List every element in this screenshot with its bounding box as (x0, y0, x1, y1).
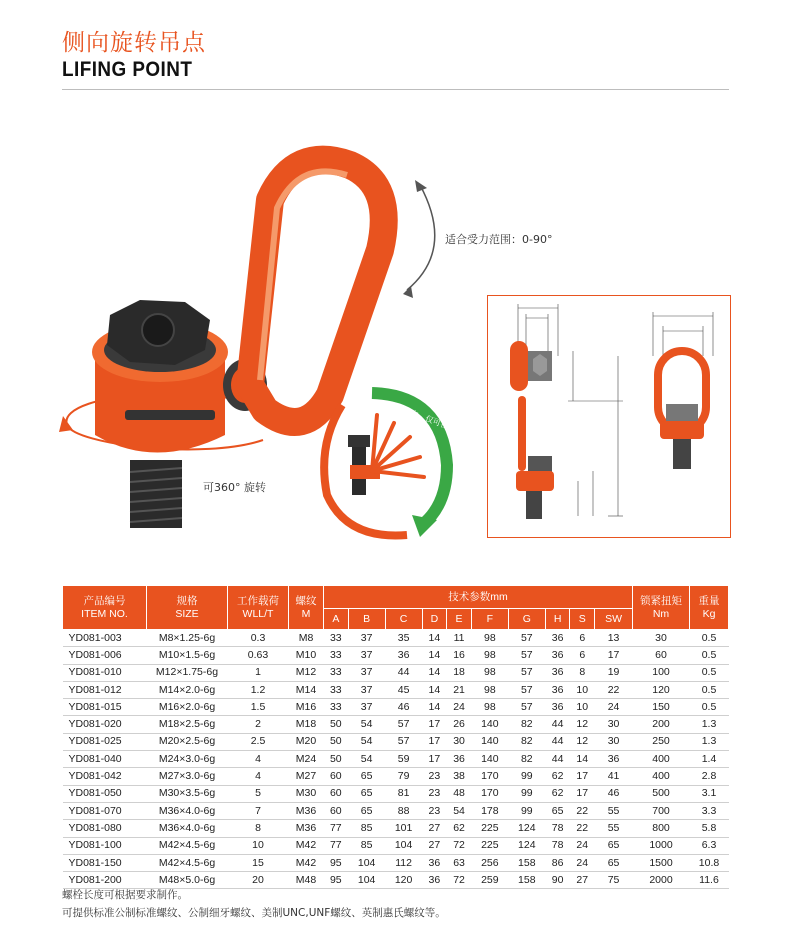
table-cell: 3.3 (690, 802, 729, 819)
table-cell: 400 (633, 768, 690, 785)
table-cell: 36 (385, 647, 422, 664)
col-param-c: C (385, 609, 422, 630)
table-cell: 95 (324, 872, 349, 889)
table-cell: M12 (289, 664, 324, 681)
table-row (63, 837, 729, 854)
table-row (63, 854, 729, 871)
table-cell: 30 (447, 733, 472, 750)
col-param-sw: SW (595, 609, 633, 630)
table-cell: 20 (228, 872, 289, 889)
table-cell: 700 (633, 802, 690, 819)
table-cell: 11 (447, 630, 472, 647)
table-cell: 36 (447, 751, 472, 768)
footnote-bolt-length: 螺栓长度可根据要求制作。 (62, 889, 188, 901)
table-cell: M14 (289, 681, 324, 698)
table-cell: 26 (447, 716, 472, 733)
table-cell: M36×4.0-6g (147, 802, 228, 819)
table-cell: 75 (595, 872, 633, 889)
table-cell: 0.5 (690, 630, 729, 647)
table-cell: 48 (447, 785, 472, 802)
table-row (63, 664, 729, 681)
table-cell: 4 (228, 768, 289, 785)
table-cell: 44 (545, 716, 570, 733)
table-cell: 22 (570, 820, 595, 837)
table-cell: 500 (633, 785, 690, 802)
table-cell: 17 (422, 716, 447, 733)
table-cell: M12×1.75-6g (147, 664, 228, 681)
table-cell: 14 (422, 664, 447, 681)
table-cell: 3.1 (690, 785, 729, 802)
table-cell: 1000 (633, 837, 690, 854)
table-cell: 140 (471, 733, 508, 750)
table-cell: 90 (545, 872, 570, 889)
table-cell: 8 (570, 664, 595, 681)
table-cell: 158 (508, 854, 545, 871)
table-cell: M18 (289, 716, 324, 733)
spec-table (62, 585, 729, 889)
table-cell: 41 (595, 768, 633, 785)
page-title-en: LIFING POINT (62, 58, 193, 81)
col-param-a: A (324, 609, 349, 630)
table-row (63, 647, 729, 664)
table-cell: 120 (633, 681, 690, 698)
table-cell: 14 (570, 751, 595, 768)
table-cell: M10 (289, 647, 324, 664)
table-cell: 104 (348, 854, 385, 871)
table-cell: 17 (570, 785, 595, 802)
table-cell: M27 (289, 768, 324, 785)
col-wll: 工作载荷 WLL/T (228, 586, 289, 630)
table-cell: 104 (385, 837, 422, 854)
table-cell: 62 (545, 785, 570, 802)
table-cell: 1.3 (690, 716, 729, 733)
col-tech-params: 技术参数mm (324, 586, 633, 609)
table-cell: M30 (289, 785, 324, 802)
table-cell: 1.2 (228, 681, 289, 698)
table-cell: 77 (324, 837, 349, 854)
table-cell: 37 (348, 664, 385, 681)
table-cell: 35 (385, 630, 422, 647)
table-cell: 18 (447, 664, 472, 681)
table-cell: YD081-042 (63, 768, 147, 785)
table-cell: 60 (633, 647, 690, 664)
table-cell: 33 (324, 699, 349, 716)
table-cell: 37 (348, 681, 385, 698)
table-cell: 79 (385, 768, 422, 785)
table-cell: 256 (471, 854, 508, 871)
table-cell: M24×3.0-6g (147, 751, 228, 768)
table-cell: M10×1.5-6g (147, 647, 228, 664)
table-cell: 2000 (633, 872, 690, 889)
header-divider (62, 89, 729, 90)
table-cell: 14 (422, 681, 447, 698)
col-param-g: G (508, 609, 545, 630)
table-cell: 16 (447, 647, 472, 664)
table-cell: 24 (570, 837, 595, 854)
col-param-s: S (570, 609, 595, 630)
table-cell: 33 (324, 681, 349, 698)
table-cell: 124 (508, 820, 545, 837)
table-cell: 27 (422, 820, 447, 837)
table-cell: 112 (385, 854, 422, 871)
table-row (63, 802, 729, 819)
table-cell: 46 (385, 699, 422, 716)
table-cell: 1.3 (690, 733, 729, 750)
col-weight: 重量 Kg (690, 586, 729, 630)
table-cell: YD081-050 (63, 785, 147, 802)
table-cell: 14 (422, 630, 447, 647)
table-cell: 36 (595, 751, 633, 768)
table-cell: 36 (422, 872, 447, 889)
table-cell: 36 (545, 699, 570, 716)
table-cell: 37 (348, 699, 385, 716)
table-cell: 77 (324, 820, 349, 837)
table-cell: 0.5 (690, 664, 729, 681)
table-cell: 17 (422, 751, 447, 768)
table-cell: M14×2.0-6g (147, 681, 228, 698)
load-direction-illustration (312, 385, 488, 545)
table-cell: 2.5 (228, 733, 289, 750)
table-cell: 72 (447, 837, 472, 854)
table-cell: 6 (570, 647, 595, 664)
table-cell: 46 (595, 785, 633, 802)
table-cell: 62 (447, 820, 472, 837)
table-cell: 37 (348, 647, 385, 664)
table-cell: 22 (570, 802, 595, 819)
col-param-h: H (545, 609, 570, 630)
table-cell: 81 (385, 785, 422, 802)
table-cell: M36 (289, 820, 324, 837)
table-cell: M27×3.0-6g (147, 768, 228, 785)
table-row (63, 751, 729, 768)
table-cell: 5.8 (690, 820, 729, 837)
table-cell: 60 (324, 768, 349, 785)
table-cell: YD081-012 (63, 681, 147, 698)
table-cell: M8 (289, 630, 324, 647)
table-cell: 27 (422, 837, 447, 854)
table-cell: 57 (508, 681, 545, 698)
table-cell: 178 (471, 802, 508, 819)
table-cell: 17 (595, 647, 633, 664)
table-cell: YD081-200 (63, 872, 147, 889)
table-cell: 60 (324, 802, 349, 819)
table-cell: 88 (385, 802, 422, 819)
table-cell: 10.8 (690, 854, 729, 871)
load-direction-label: 受力方向，仅可在绿色范围内 (386, 400, 488, 445)
table-cell: 0.63 (228, 647, 289, 664)
table-cell: YD081-080 (63, 820, 147, 837)
col-param-f: F (471, 609, 508, 630)
table-cell: 0.5 (690, 681, 729, 698)
table-cell: 140 (471, 716, 508, 733)
table-cell: 37 (348, 630, 385, 647)
table-cell: YD081-010 (63, 664, 147, 681)
table-cell: 124 (508, 837, 545, 854)
table-cell: 24 (595, 699, 633, 716)
table-cell: 98 (471, 647, 508, 664)
table-cell: 30 (595, 733, 633, 750)
table-cell: 99 (508, 802, 545, 819)
table-cell: 98 (471, 699, 508, 716)
table-cell: YD081-003 (63, 630, 147, 647)
table-cell: 10 (228, 837, 289, 854)
table-cell: 78 (545, 820, 570, 837)
table-cell: 6 (570, 630, 595, 647)
footnote-threads: 可提供标准公制标准螺纹、公制细牙螺纹、美制UNC,UNF螺纹、英制惠氏螺纹等。 (62, 907, 446, 919)
table-row (63, 681, 729, 698)
table-cell: 23 (422, 785, 447, 802)
table-cell: 250 (633, 733, 690, 750)
page-title-cn: 侧向旋转吊点 (62, 30, 206, 56)
table-cell: 99 (508, 768, 545, 785)
table-cell: 19 (595, 664, 633, 681)
table-cell: 101 (385, 820, 422, 837)
table-cell: 1.4 (690, 751, 729, 768)
table-cell: 44 (385, 664, 422, 681)
table-cell: 33 (324, 630, 349, 647)
load-angle-note: 适合受力范围：0-90° (445, 233, 553, 246)
table-cell: 27 (570, 872, 595, 889)
table-cell: 98 (471, 681, 508, 698)
table-cell: 60 (324, 785, 349, 802)
table-cell: M20×2.5-6g (147, 733, 228, 750)
table-cell: 10 (570, 681, 595, 698)
table-cell: 1 (228, 664, 289, 681)
table-cell: 50 (324, 751, 349, 768)
table-cell: 44 (545, 751, 570, 768)
table-cell: M36 (289, 802, 324, 819)
table-cell: 54 (348, 716, 385, 733)
table-cell: 104 (348, 872, 385, 889)
table-cell: 24 (570, 854, 595, 871)
table-cell: 55 (595, 802, 633, 819)
col-size: 规格 SIZE (147, 586, 228, 630)
table-cell: M48 (289, 872, 324, 889)
table-cell: 33 (324, 647, 349, 664)
table-cell: 85 (348, 837, 385, 854)
table-cell: YD081-025 (63, 733, 147, 750)
table-cell: 54 (447, 802, 472, 819)
table-cell: 54 (348, 751, 385, 768)
table-cell: 95 (324, 854, 349, 871)
table-cell: 12 (570, 716, 595, 733)
table-cell: 62 (545, 768, 570, 785)
table-cell: M42 (289, 854, 324, 871)
dimension-drawing (487, 295, 731, 538)
table-cell: 99 (508, 785, 545, 802)
table-cell: YD081-015 (63, 699, 147, 716)
table-cell: 57 (508, 630, 545, 647)
col-thread: 螺纹 M (289, 586, 324, 630)
table-cell: 150 (633, 699, 690, 716)
table-cell: 57 (508, 664, 545, 681)
col-param-e: E (447, 609, 472, 630)
table-cell: 2.8 (690, 768, 729, 785)
table-cell: 78 (545, 837, 570, 854)
table-cell: 1500 (633, 854, 690, 871)
table-cell: YD081-006 (63, 647, 147, 664)
table-cell: 98 (471, 664, 508, 681)
table-cell: YD081-040 (63, 751, 147, 768)
table-cell: 30 (633, 630, 690, 647)
table-cell: 57 (508, 647, 545, 664)
table-cell: YD081-150 (63, 854, 147, 871)
col-item-no: 产品编号 ITEM NO. (63, 586, 147, 630)
table-cell: YD081-100 (63, 837, 147, 854)
table-cell: 23 (422, 768, 447, 785)
table-cell: 86 (545, 854, 570, 871)
table-cell: M24 (289, 751, 324, 768)
col-param-d: D (422, 609, 447, 630)
table-cell: 72 (447, 872, 472, 889)
table-cell: 12 (570, 733, 595, 750)
table-cell: 17 (570, 768, 595, 785)
table-cell: YD081-020 (63, 716, 147, 733)
table-cell: M8×1.25-6g (147, 630, 228, 647)
table-cell: 259 (471, 872, 508, 889)
table-cell: 170 (471, 785, 508, 802)
table-cell: 36 (545, 681, 570, 698)
table-cell: 5 (228, 785, 289, 802)
table-cell: 14 (422, 699, 447, 716)
table-cell: M18×2.5-6g (147, 716, 228, 733)
table-cell: 65 (348, 785, 385, 802)
table-cell: 36 (545, 630, 570, 647)
table-cell: 0.5 (690, 699, 729, 716)
col-param-b: B (348, 609, 385, 630)
table-cell: 140 (471, 751, 508, 768)
table-cell: 36 (422, 854, 447, 871)
col-torque: 锁紧扭矩 Nm (633, 586, 690, 630)
table-cell: 23 (422, 802, 447, 819)
table-cell: 55 (595, 820, 633, 837)
table-cell: 0.3 (228, 630, 289, 647)
table-cell: 85 (348, 820, 385, 837)
table-cell: 98 (471, 630, 508, 647)
table-row (63, 733, 729, 750)
table-cell: 10 (570, 699, 595, 716)
table-cell: 36 (545, 647, 570, 664)
table-cell: 57 (508, 699, 545, 716)
table-cell: 17 (422, 733, 447, 750)
table-cell: 65 (595, 854, 633, 871)
table-cell: M16×2.0-6g (147, 699, 228, 716)
table-cell: 54 (348, 733, 385, 750)
table-cell: 59 (385, 751, 422, 768)
table-row (63, 716, 729, 733)
table-cell: 2 (228, 716, 289, 733)
table-cell: 225 (471, 837, 508, 854)
table-cell: 100 (633, 664, 690, 681)
table-cell: 50 (324, 716, 349, 733)
table-row (63, 699, 729, 716)
table-row (63, 820, 729, 837)
table-cell: 1.5 (228, 699, 289, 716)
table-cell: 45 (385, 681, 422, 698)
table-cell: 14 (422, 647, 447, 664)
table-cell: 0.5 (690, 647, 729, 664)
table-cell: 11.6 (690, 872, 729, 889)
table-cell: 65 (348, 802, 385, 819)
table-cell: 65 (595, 837, 633, 854)
table-cell: 65 (348, 768, 385, 785)
table-cell: 57 (385, 716, 422, 733)
table-cell: M20 (289, 733, 324, 750)
table-cell: 6.3 (690, 837, 729, 854)
table-cell: 200 (633, 716, 690, 733)
table-cell: M48×5.0-6g (147, 872, 228, 889)
table-cell: 15 (228, 854, 289, 871)
table-cell: 120 (385, 872, 422, 889)
table-cell: 22 (595, 681, 633, 698)
table-cell: 24 (447, 699, 472, 716)
table-cell: 44 (545, 733, 570, 750)
table-cell: 82 (508, 716, 545, 733)
table-cell: 57 (385, 733, 422, 750)
table-cell: 33 (324, 664, 349, 681)
rotation-note: 可360° 旋转 (203, 481, 266, 494)
table-cell: 170 (471, 768, 508, 785)
table-row (63, 768, 729, 785)
table-cell: 63 (447, 854, 472, 871)
table-cell: 65 (545, 802, 570, 819)
table-cell: 21 (447, 681, 472, 698)
table-cell: 225 (471, 820, 508, 837)
table-cell: 50 (324, 733, 349, 750)
table-cell: 8 (228, 820, 289, 837)
table-cell: 7 (228, 802, 289, 819)
table-cell: 36 (545, 664, 570, 681)
table-cell: 400 (633, 751, 690, 768)
table-cell: 38 (447, 768, 472, 785)
table-cell: M42×4.5-6g (147, 837, 228, 854)
table-cell: M16 (289, 699, 324, 716)
table-row (63, 630, 729, 647)
table-cell: 13 (595, 630, 633, 647)
table-cell: M42 (289, 837, 324, 854)
table-cell: 158 (508, 872, 545, 889)
table-cell: M36×4.0-6g (147, 820, 228, 837)
table-cell: YD081-070 (63, 802, 147, 819)
table-cell: M30×3.5-6g (147, 785, 228, 802)
table-cell: 800 (633, 820, 690, 837)
table-cell: M42×4.5-6g (147, 854, 228, 871)
table-cell: 30 (595, 716, 633, 733)
table-cell: 82 (508, 733, 545, 750)
table-cell: 4 (228, 751, 289, 768)
table-cell: 82 (508, 751, 545, 768)
table-row (63, 785, 729, 802)
